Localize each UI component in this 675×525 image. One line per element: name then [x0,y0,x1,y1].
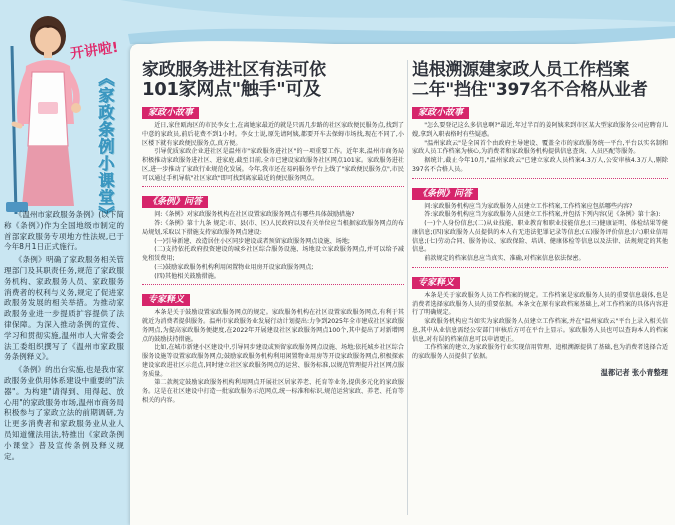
expert-text [142,309,404,405]
article-community-service [142,60,404,406]
law-text [412,203,668,264]
paragraph: 家政服务机构应当如实为家政服务人员建立工作档案,并在"温州家政云"平台上录入相关信息,其中从业信息需经公安部门审核后方可在平台上显示。家政服务人员也可以查询本人的档案信息,对有误的档案信息可以申请更正。 [412,318,668,343]
paragraph: 近日,家住瓯海区的市民李女士,在离她家最近的就是只需几步路的社区家政便民服务点,找到了中意的家政员,前后花费不到1小时。李女士说,原先请阿姨,都要开车去保姆市场找,现在不同了,小区楼下就有家政便民服务点,真方便。 [142,122,404,147]
paragraph: 问:家政服务机构应当为家政服务人员建立工作档案,工作档案应包括哪些内容? [424,202,633,210]
column-title: 《家政条例小课堂》 [96,70,115,223]
section-label-expert: 专家释义 [412,277,460,289]
byline: 温都记者 张小青整理 [600,367,668,377]
title-line: 家政服务进社区有法可依 [142,60,326,80]
section-label-story: 家政小故事 [142,107,199,119]
paragraph: (四)其他相关鼓励措施。 [154,272,220,280]
expert-text [412,292,668,362]
article-title [142,60,404,100]
paragraph: 本条是关于家政服务人员工作档案的规定。工作档案是家政服务人员的重要信息载体,也是消费者选择家政服务人员的重要依据。本条文在原有家政档案基础上,对工作档案的具体内容进行了明确规定。 [412,291,668,317]
paragraph: (一)引导新建、改造居住小区同步建设或者预留家政服务网点设施、场地; [154,237,350,245]
title-line: 二年"挡住"397名不合格从业者 [412,80,648,100]
intro-paragraph: 《条例》明确了家政服务相关管理部门及其职责任务,规范了家政服务机构、家政服务人员、家政服务消费者的权利与义务,规定了促进家政服务发展的相关举措。为推动家政服务业进一步提质扩容提供了法律保障。为深入推动条例的宣传、学习和贯彻实施,温州市人大常委会法工委组织撰写了《温州市家政服务条例释义》。 [4,255,124,362]
title-line: 101家网点"触手"可及 [142,79,321,100]
paragraph: (一)个人身份信息;(二)从业技能、职业教育和职业技能信息;(三)健康证明、体检结果等健康信息;(四)家政服务人员提供的本人有无违法犯罪记录等信息;(五)服务评价信息;(六)职业信用信息;(七)劳动合同、服务协议、家政保险、培训、健康体检等信息以及法律、法规规定的其他信息。 [412,220,668,254]
section-label-law: 《条例》问答 [142,196,208,208]
article-worker-archive [412,60,668,378]
open-lecture-badge: 开讲啦! [69,39,120,63]
paragraph: 答:家政服务机构应当为家政服务人员建立工作档案,并包括下列内容(见《条例》第十条): [424,211,661,219]
intro-paragraph: 《条例》的出台实施,也是我市家政服务业供用体系建设中重要的"法器"。为构建"请得到、用得起、放心用"的家政服务市场,温州市商务局积极参与了家政立法的前期调研,为让更多消费者和家政服务业从业人员知道懂法用法,特推出《家政条例小课堂》普及宣传条例及释义规定。 [4,365,124,461]
paragraph: 第二款规定鼓励家政服务机构利用网点开展社区居家养老、托育等业务,提供多元化的家政服务。这是在社区建设中打造一批家政服务示范网点,统一标准和标识,规范运营家政、养老、托育等相关的内容。 [142,379,404,404]
section-separator [142,284,404,285]
left-column [0,0,128,525]
section-label-law: 《条例》问答 [412,188,478,200]
paragraph: 工作档案的建立,为家政服务行业实现信用管理、追根溯源提供了基础,也为消费者选择合适的家政服务人员提供了依据。 [412,344,668,360]
paragraph: 前款规定的档案信息应当真实、准确,对档案信息依法保密。 [424,255,585,262]
paragraph: "怎么要登记这么多信息啊?"最近,年过半百的姜阿姨来到市区某大型家政服务公司应聘育儿嫂,拿到入职表格时有些疑惑。 [412,122,668,138]
paragraph: (三)鼓励家政服务机构利用闲置物业用房开设家政服务网点; [154,263,314,271]
column-intro [4,210,124,464]
section-label-expert: 专家释义 [142,294,190,306]
paragraph: "温州家政云"是全国首个由政府主导建设、覆盖全市的家政服务统一平台,平台以实名制和家政人员工作档案为核心,为消费者和家政服务机构提供信息查询、人员匹配等服务。 [412,139,668,156]
paragraph: 问:《条例》对家政服务机构在社区设置家政服务网点有哪些具体鼓励措施? [154,211,355,219]
section-separator [412,178,668,179]
paragraph: 比如,在城市新建小区建设中,引导同步建设或预留家政服务网点设施、场地;依托城乡社区综合服务设施等设置家政服务网点;鼓励家政服务机构利用闲置物业用房等开设家政服务网点,积极探索建设家政进社区示范点,同时建立社区家政服务网点的运营、服务标准,以规范管理提升社区网点服务质量。 [142,344,404,378]
title-line: 追根溯源建家政人员工作档案 [412,60,630,80]
story-text [412,122,668,175]
paragraph: 据统计,截止今年10月,"温州家政云"已建立家政人员档案4.3万人,公安审核4.3万人,剔除397名不合格人员。 [412,157,668,173]
paragraph: 本条是关于鼓励设置家政服务网点的规定。家政服务机构在社区设置家政服务网点,有利于其就近为消费者提供服务。温州市家政服务业发展行动计划提出:力争到2025年全市建成社区家政服务网点,为提高家政服务便捷度,在2022年开展建设社区家政服务网点100个,其中提出了对新增网点的鼓励扶持措施。 [142,309,404,343]
law-text [142,211,404,281]
paragraph: 引导优质家政企业进社区是温州市"家政服务进社区"的一项重要工作。近年来,温州市商务局积极推动家政服务进社区、进家庭,截至目前,全市已建设家政服务社区网点101家。家政服务进社区,进一步推动了家政行业规范化发展。今年,我市还在易码服务平台上线了"家政便民服务点",市民可以通过手机导航"社区家政"即可找到离家最近的便民服务网点。 [142,148,404,182]
article-title [412,60,668,100]
intro-paragraph: 《温州市家政服务条例》(以下简称《条例》)作为全国地级市制定的首部家政服务专项地方性法规,已于今年8月1日正式施行。 [4,210,124,252]
paragraph: (二)支持依托政府投资建设的城乡社区综合服务设施、场地设立家政服务网点,并可以给予减免租赁费用; [142,246,404,262]
column-divider [407,60,408,515]
section-separator [412,267,668,268]
paper-wave-top [132,30,675,60]
section-separator [142,186,404,187]
story-text [142,122,404,183]
section-label-story: 家政小故事 [412,107,469,119]
paragraph: 答:《条例》第十九条 规定:市、县(市、区)人民政府以及有关单位应当根据家政服务网点的布局规划,采取以下措施支持家政服务网点建设: [142,220,404,236]
